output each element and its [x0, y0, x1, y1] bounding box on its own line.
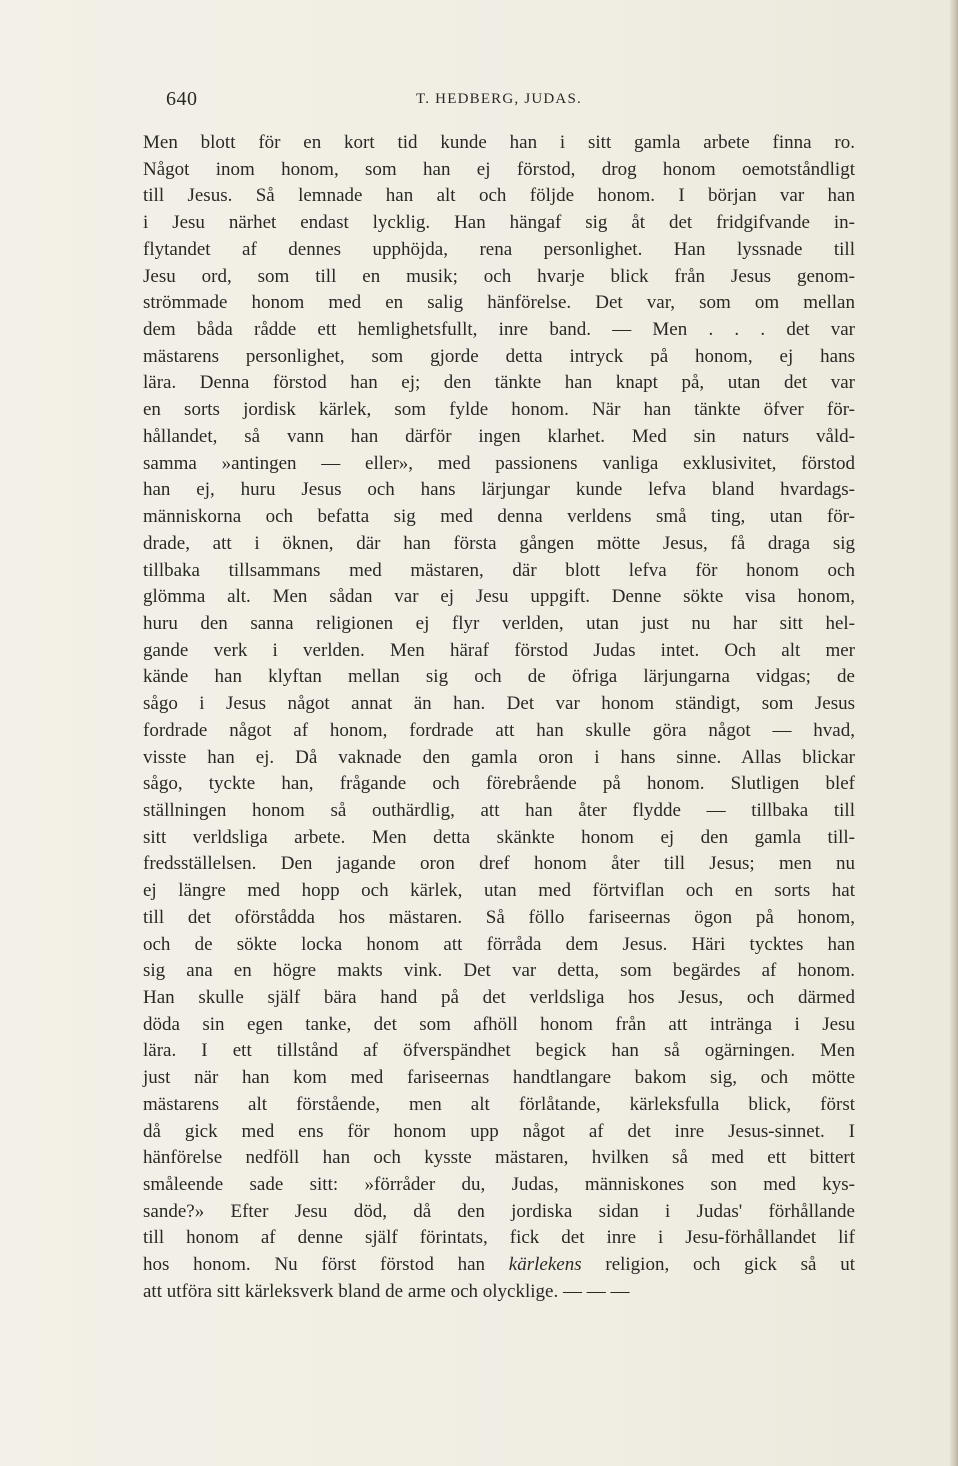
text-segment: religion, och gick så ut	[581, 1254, 855, 1276]
italic-word: kärlekens	[508, 1254, 582, 1276]
body-text	[143, 130, 855, 1306]
text-line: mästarens alt förstående, men alt förlåtande, kärleksfulla blick, först	[143, 1093, 855, 1115]
text-line: fordrade något af honom, fordrade att han skulle göra något — hvad,	[143, 719, 855, 741]
text-line: sande?» Efter Jesu död, då den jordiska sidan i Judas' förhållande	[143, 1200, 855, 1222]
text-line: sågo i Jesus något annat än han. Det var honom ständigt, som Jesus	[143, 693, 855, 715]
text-segment: hos honom. Nu först förstod han	[143, 1254, 509, 1276]
text-line: till det oförstådda hos mästaren. Så föllo fariseernas ögon på honom,	[143, 906, 855, 928]
text-line: huru den sanna religionen ej flyr verlden, utan just nu har sitt hel-	[143, 612, 855, 634]
closing-line: att utföra sitt kärleksverk bland de arme och olycklige. — — —	[143, 1280, 630, 1302]
text-line: Jesu ord, som till en musik; och hvarje blick från Jesus genom-	[143, 265, 855, 287]
text-line: sitt verldsliga arbete. Men detta skänkte honom ej den gamla till-	[143, 826, 855, 848]
text-line: då gick med ens för honom upp något af det inre Jesus-sinnet. I	[143, 1120, 855, 1142]
running-head: T. HEDBERG, JUDAS.	[416, 91, 582, 107]
page-header	[143, 88, 855, 116]
text-line: tillbaka tillsammans med mästaren, där blott lefva för honom och	[143, 559, 855, 581]
text-line: han ej, huru Jesus och hans lärjungar kunde lefva bland hvardags-	[143, 479, 855, 501]
text-line: människorna och befatta sig med denna verldens små ting, utan för-	[143, 506, 855, 528]
text-line: samma »antingen — eller», med passionens vanliga exklusivitet, förstod	[143, 452, 855, 474]
text-line: drade, att i öknen, där han första gången mötte Jesus, få draga sig	[143, 532, 855, 554]
page-edge	[950, 0, 958, 1466]
text-line: dem båda rådde ett hemlighetsfullt, inre band. — Men . . . det var	[143, 319, 855, 341]
text-line: Men blott för en kort tid kunde han i sitt gamla arbete finna ro.	[143, 132, 855, 153]
text-line: ställningen honom så outhärdlig, att han åter flydde — tillbaka till	[143, 799, 855, 821]
text-line: till honom af denne själf förintats, fick det inre i Jesu-förhållandet lif	[143, 1227, 855, 1249]
text-line: och de sökte locka honom att förråda dem Jesus. Häri tycktes han	[143, 933, 855, 955]
text-line: småleende sade sitt: »förråder du, Judas, människones son med kys-	[143, 1174, 855, 1196]
text-line: ej längre med hopp och kärlek, utan med förtviflan och en sorts hat	[143, 880, 855, 902]
text-line: Han skulle själf bära hand på det verldsliga hos Jesus, och därmed	[143, 987, 855, 1008]
page-number: 640	[166, 88, 198, 110]
text-line: hänförelse nedföll han och kysste mästaren, hvilken så med ett bittert	[143, 1147, 855, 1169]
text-line: strömmade honom med en salig hänförelse. Det var, som om mellan	[143, 292, 855, 314]
text-line: sågo, tyckte han, frågande och förebrående på honom. Slutligen blef	[143, 773, 855, 795]
text-line: döda sin egen tanke, det som afhöll honom från att intränga i Jesu	[143, 1013, 855, 1035]
text-line: glömma alt. Men sådan var ej Jesu uppgift. Denne sökte visa honom,	[143, 586, 855, 608]
text-line: en sorts jordisk kärlek, som fylde honom. När han tänkte öfver för-	[143, 399, 855, 421]
text-line: mästarens personlighet, som gjorde detta intryck på honom, ej hans	[143, 345, 855, 367]
text-line: sig ana en högre makts vink. Det var detta, som begärdes af honom.	[143, 960, 855, 982]
text-line: just när han kom med fariseernas handtlangare bakom sig, och mötte	[143, 1067, 855, 1089]
text-line: Något inom honom, som han ej förstod, drog honom oemotståndligt	[143, 158, 855, 180]
text-line: visste han ej. Då vaknade den gamla oron i hans sinne. Allas blickar	[143, 746, 855, 768]
text-line-italic-word	[143, 1252, 855, 1279]
text-line: flytandet af dennes upphöjda, rena personlighet. Han lyssnade till	[143, 238, 855, 260]
text-line: lära. Denna förstod han ej; den tänkte han knapt på, utan det var	[143, 372, 855, 394]
text-line: kände han klyftan mellan sig och de öfriga lärjungarna vidgas; de	[143, 666, 855, 688]
text-line: lära. I ett tillstånd af öfverspändhet begick han så ogärningen. Men	[143, 1040, 855, 1062]
text-line: i Jesu närhet endast lycklig. Han hängaf sig åt det fridgifvande in-	[143, 212, 855, 234]
text-line: gande verk i verlden. Men häraf förstod Judas intet. Och alt mer	[143, 639, 855, 661]
text-line: fredsställelsen. Den jagande oron dref honom åter till Jesus; men nu	[143, 853, 855, 875]
text-line: till Jesus. Så lemnade han alt och följde honom. I början var han	[143, 185, 855, 207]
text-line: hållandet, så vann han därför ingen klarhet. Med sin naturs våld-	[143, 425, 855, 447]
